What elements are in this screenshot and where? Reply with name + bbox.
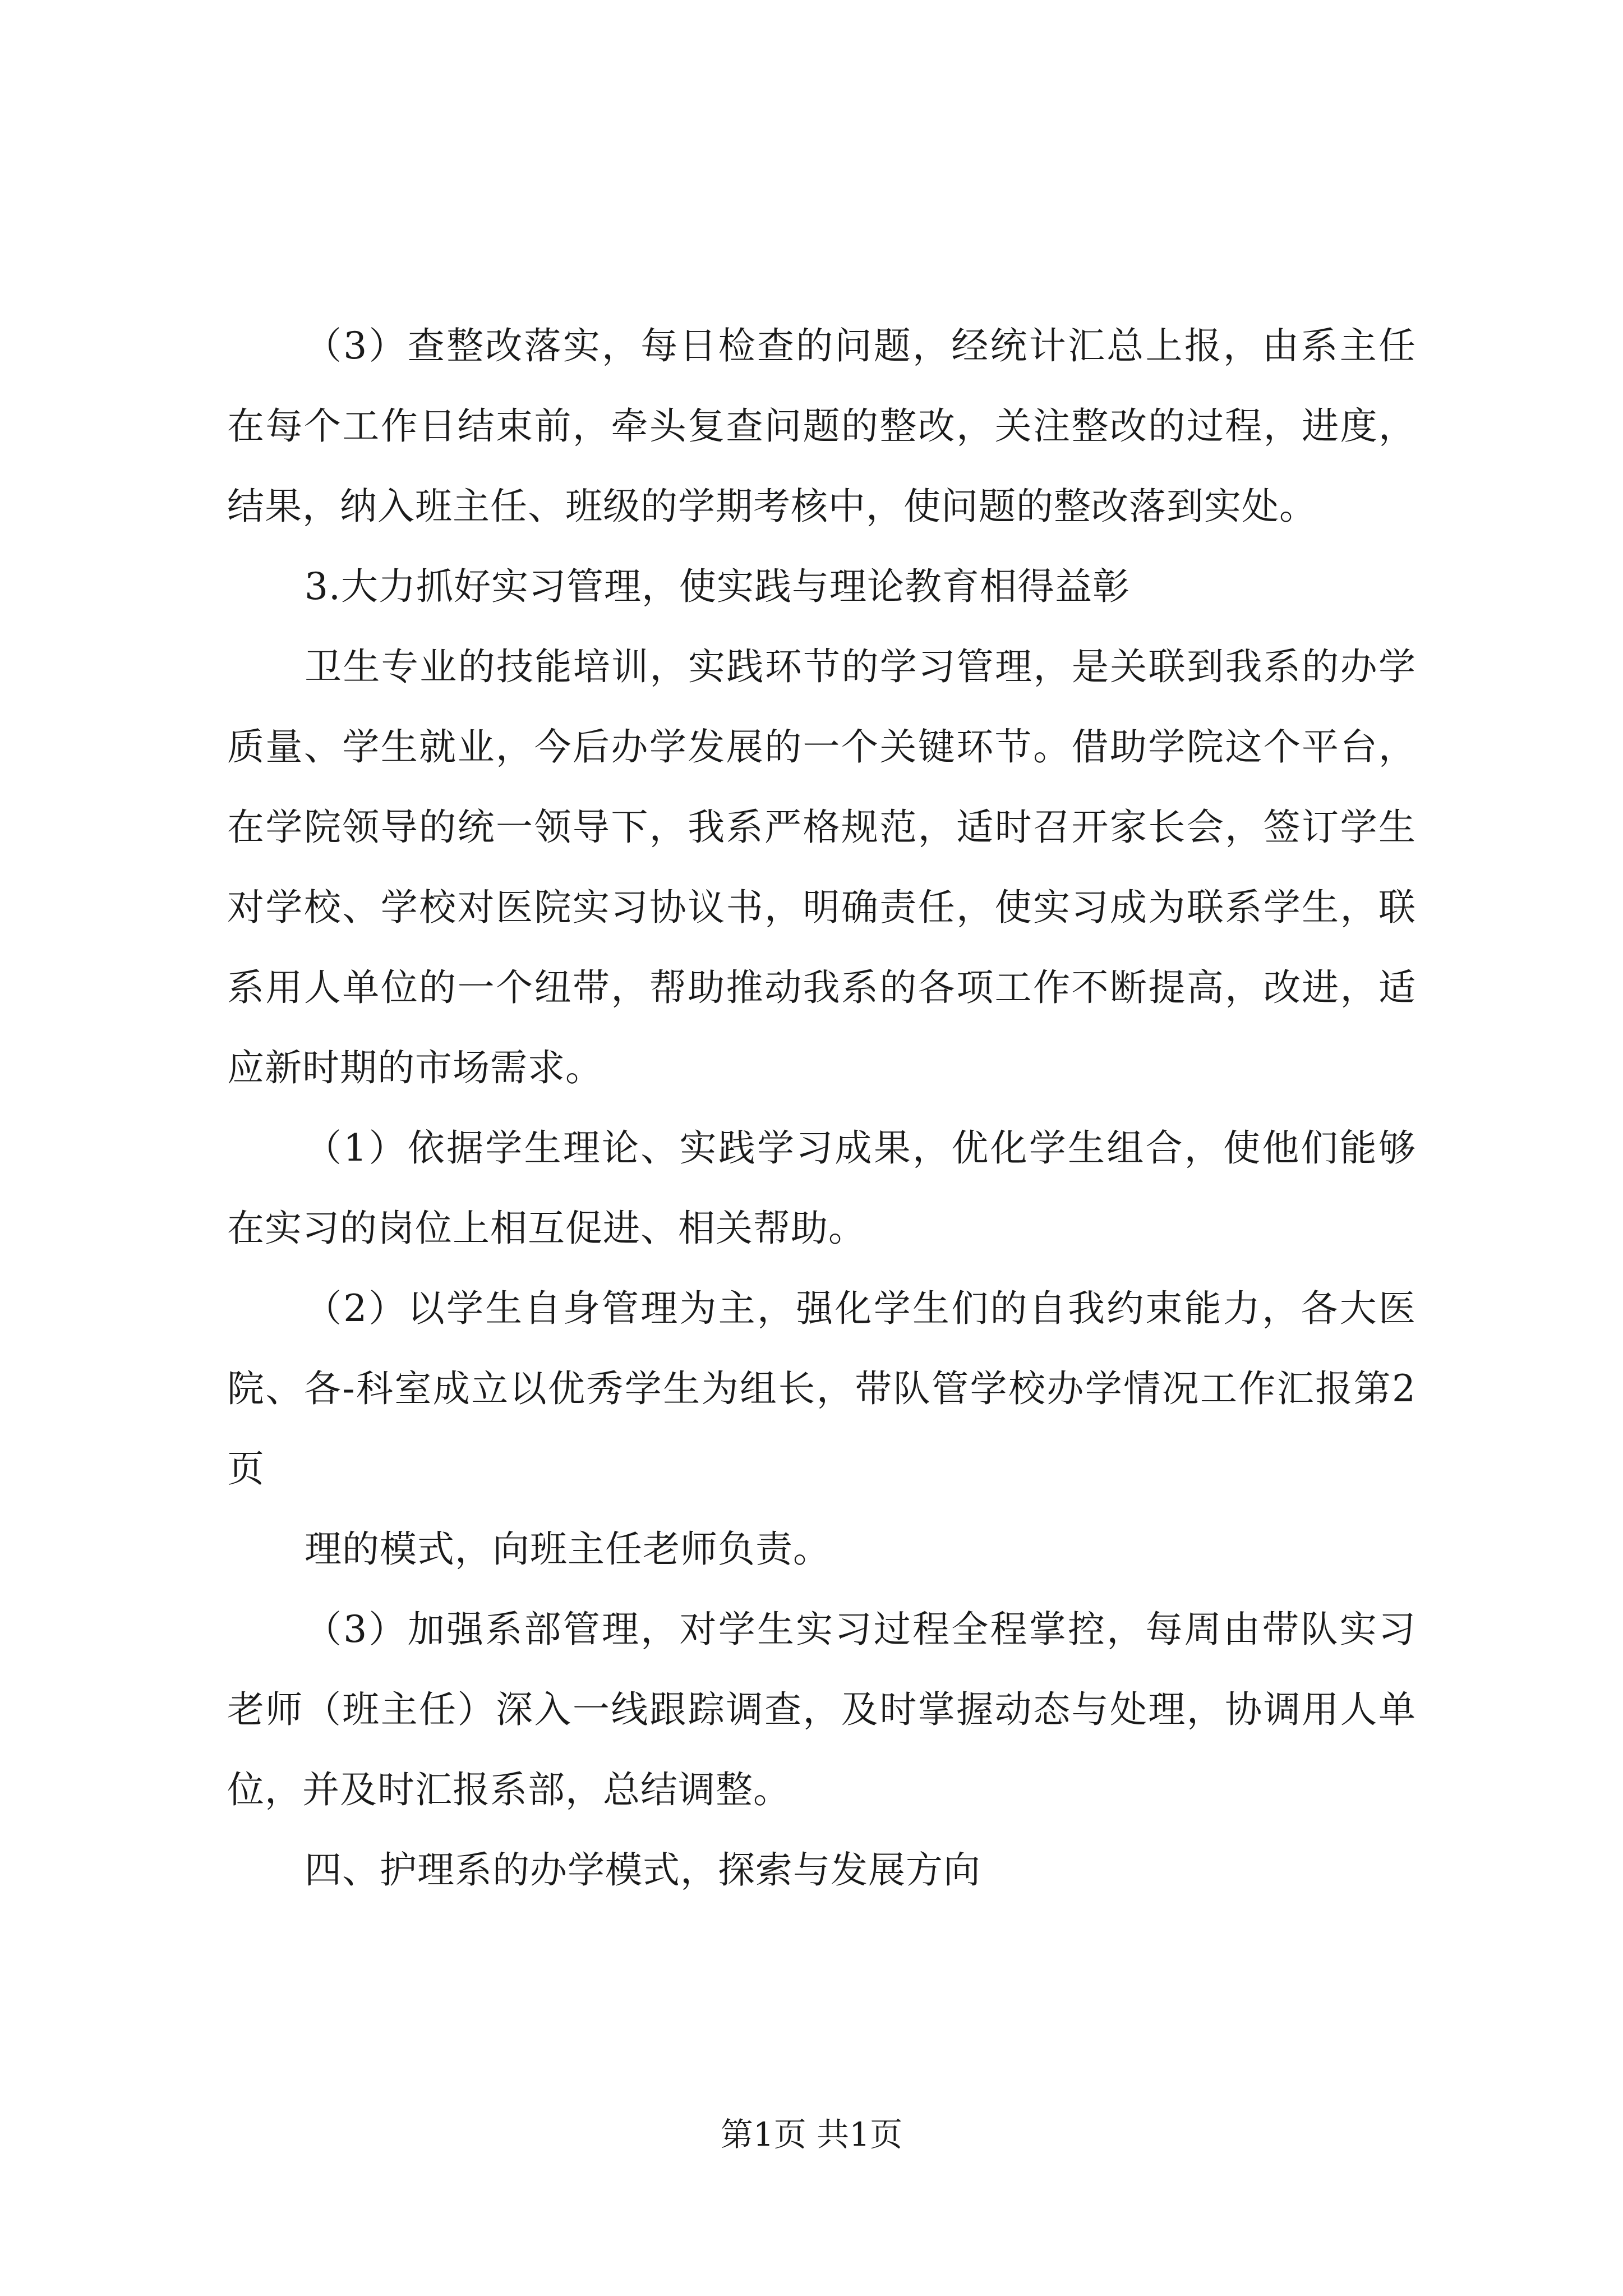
heading-internship-management: 3.大力抓好实习管理，使实践与理论教育相得益彰 bbox=[305, 565, 1130, 608]
paragraph-item-1: （1）依据学生理论、实践学习成果，优化学生组合，使他们能够在实习的岗位上相互促进、相关帮助。 bbox=[227, 1126, 1416, 1250]
page-footer: 第1页 共1页 bbox=[720, 2115, 903, 2154]
paragraph-item-3: （3）加强系部管理，对学生实习过程全程掌控，每周由带队实习老师（班主任）深入一线跟踪调查，及时掌握动态与处理，协调用人单位，并及时汇报系部，总结调整。 bbox=[227, 1608, 1416, 1811]
heading-section-four: 四、护理系的办学模式，探索与发展方向 bbox=[305, 1848, 981, 1892]
paragraph-rectification: （3）查整改落实，每日检查的问题，经统计汇总上报，由系主任在每个工作日结束前，牵头复查问题的整改，关注整改的过程，进度，结果，纳入班主任、班级的学期考核中，使问题的整改落到实处。 bbox=[227, 324, 1416, 528]
paragraph-item-2: （2）以学生自身管理为主，强化学生们的自我约束能力，各大医院、各-科室成立以优秀学生为组长，带队管学校办学情况工作汇报第2页 bbox=[227, 1287, 1416, 1490]
paragraph-continuation: 理的模式，向班主任老师负责。 bbox=[305, 1527, 831, 1571]
paragraph-skills-training: 卫生专业的技能培训，实践环节的学习管理，是关联到我系的办学质量、学生就业，今后办学发展的一个关键环节。借助学院这个平台，在学院领导的统一领导下，我系严格规范，适时召开家长会，签订学生对学校、学校对医院实习协议书，明确责任，使实习成为联系学生，联系用人单位的一个纽带，帮助推动我系的各项工作不断提高，改进，适应新时期的市场需求。 bbox=[227, 645, 1416, 1089]
document-body bbox=[227, 306, 1416, 1910]
